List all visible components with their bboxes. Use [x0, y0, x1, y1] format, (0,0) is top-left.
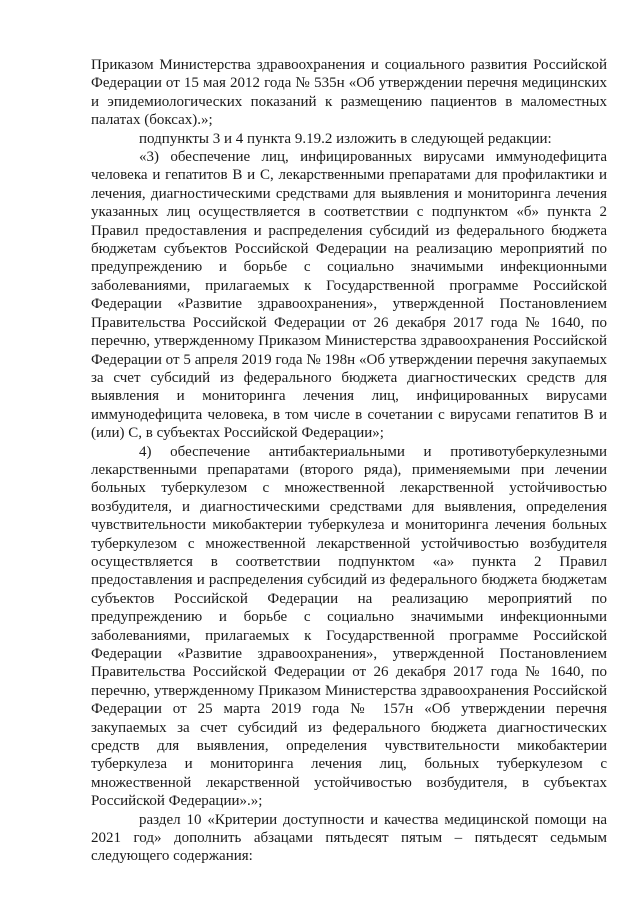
paragraph-subclauses-intro: подпункты 3 и 4 пункта 9.19.2 изложить в следующей редакции: [139, 130, 552, 147]
paragraph-subclause-4: 4) обеспечение антибактериальными и противотуберкулезными лекарственными препаратами (второго ряда), применяемыми при лечении больных туберкулезом с множественной лекарственной устойчивостью возбудителя, и диагностическими средствами для выявления, определения чувствительности микобактерии туберкулеза и мониторинга лечения больных туберкулезом с множественной лекарственной устойчивостью возбудителя осуществляется в соответствии подпунктом «а» пункта 2 Правил предоставления и распределения субсидий из федерального бюджета бюджетам субъектов Российской Федерации на реализацию мероприятий по предупреждению и борьбе с социально значимыми инфекционными заболеваниями, прилагаемых к Государственной программе Российской Федерации «Развитие здравоохранения», утвержденной Постановлением Правительства Российской Федерации от 26 декабря 2017 года № 1640, по перечню, утвержденному Приказом Министерства здравоохранения Российской Федерации от 25 марта 2019 года № 157н «Об утверждении перечня закупаемых за счет субсидий из федерального бюджета диагностических средств для выявления, определения чувствительности микобактерии туберкулеза и мониторинга лечения лиц, больных туберкулезом с множественной лекарственной устойчивостью возбудителя, в субъектах Российской Федерации».»; [91, 443, 607, 810]
document-page [91, 56, 607, 866]
paragraph-subclause-3: «3) обеспечение лиц, инфицированных вирусами иммунодефицита человека и гепатитов B и C, лекарственными препаратами для профилактики и лечения, диагностическими средствами для выявления и мониторинга лечения указанных лиц осуществляется в соответствии с подпунктом «б» пункта 2 Правил предоставления и распределения субсидий из федерального бюджета бюджетам субъектов Российской Федерации на реализацию мероприятий по предупреждению и борьбе с социально значимыми инфекционными заболеваниями, прилагаемых к Государственной программе Российской Федерации «Развитие здравоохранения», утвержденной Постановлением Правительства Российской Федерации от 26 декабря 2017 года № 1640, по перечню, утвержденному Приказом Министерства здравоохранения Российской Федерации от 5 апреля 2019 года № 198н «Об утверждении перечня закупаемых за счет субсидий из федерального бюджета диагностических средств для выявления и мониторинга лечения лиц, инфицированных вирусами иммунодефицита человека, в том числе в сочетании с вирусами гепатитов B и (или) C, в субъектах Российской Федерации»; [91, 149, 607, 442]
paragraph-section-10: раздел 10 «Критерии доступности и качества медицинской помощи на 2021 год» дополнить абзацами пятьдесят пятым – пятьдесят седьмым следующего содержания: [91, 811, 607, 865]
paragraph-order-535n: Приказом Министерства здравоохранения и социального развития Российской Федерации от 15 мая 2012 года № 535н «Об утверждении перечня медицинских и эпидемиологических показаний к размещению пациентов в маломестных палатах (боксах).»; [91, 57, 607, 129]
